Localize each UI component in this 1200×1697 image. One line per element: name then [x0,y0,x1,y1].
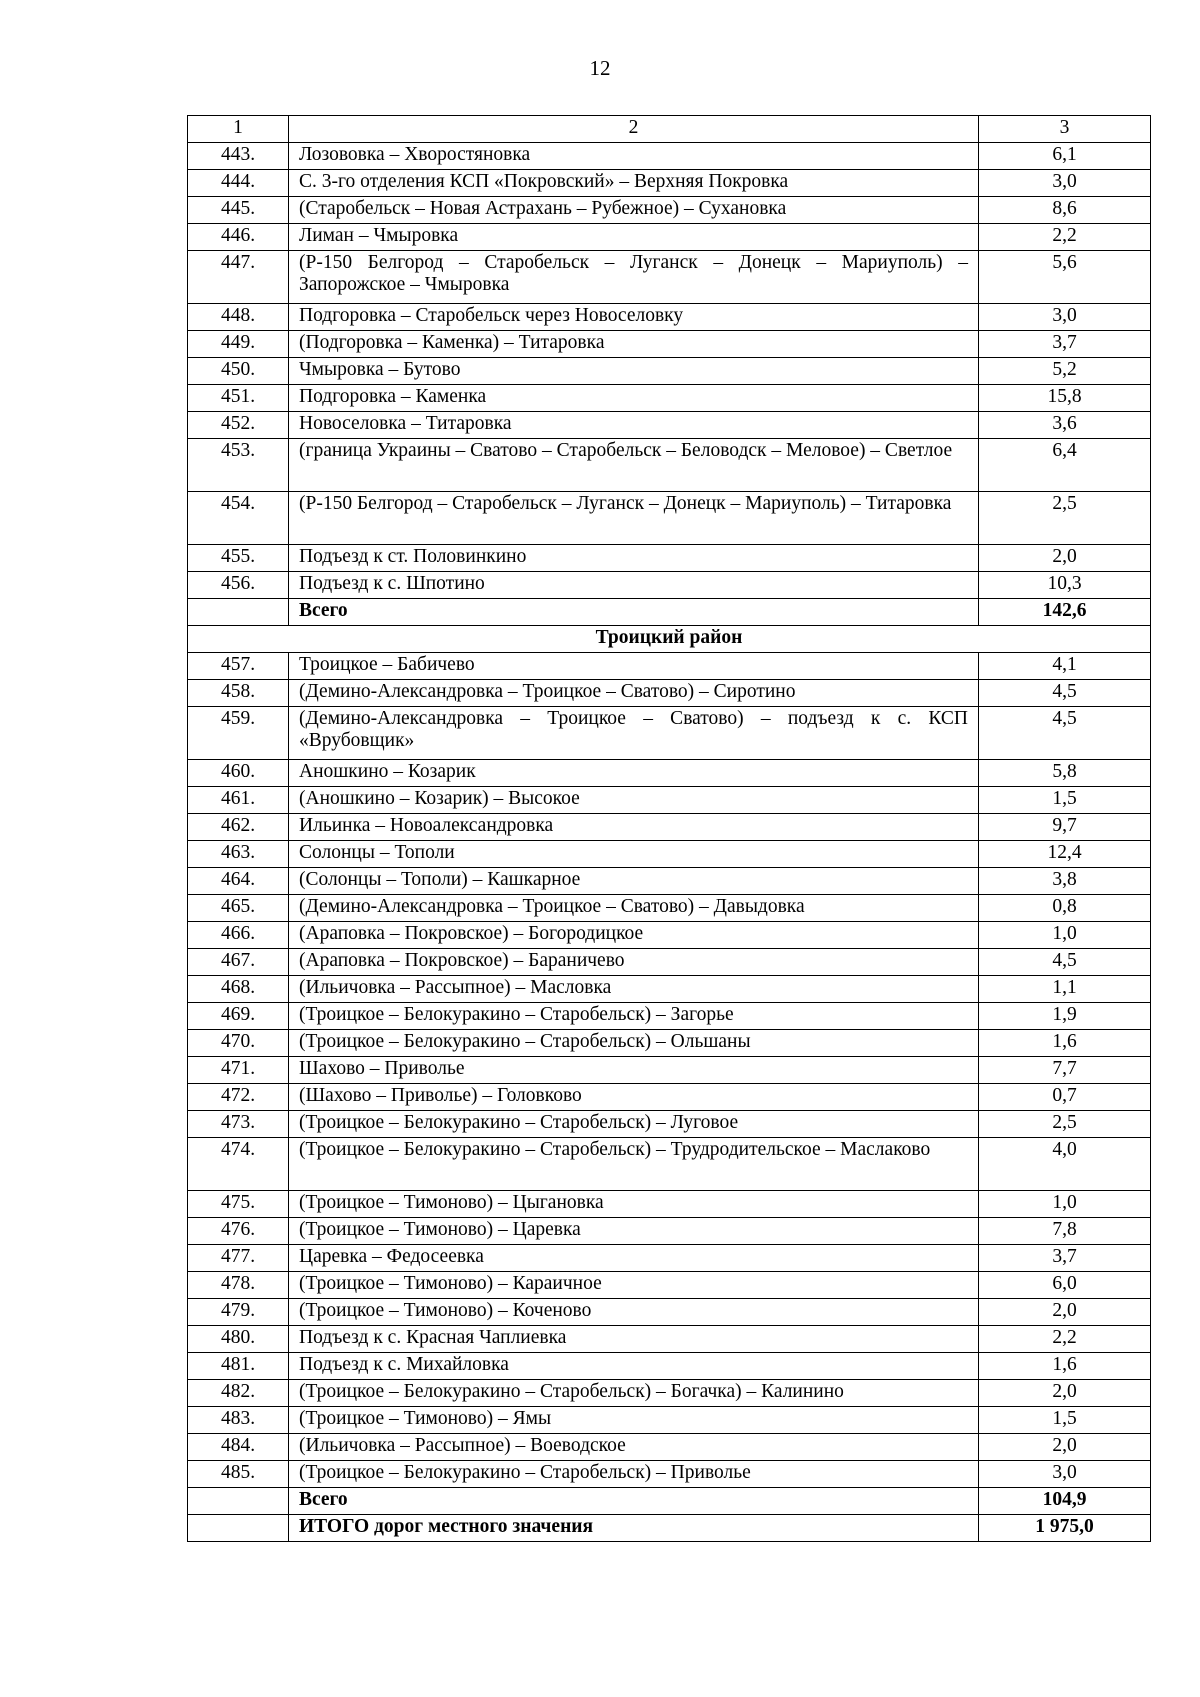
road-number: 468. [188,976,289,1003]
road-name: (Р-150 Белгород – Старобельск – Луганск – Донецк – Мариуполь) – Титаровка [289,492,979,545]
road-number: 480. [188,1326,289,1353]
total-empty-cell [188,1515,289,1542]
road-name: Ильинка – Новоалександровка [289,814,979,841]
road-length: 8,6 [979,197,1151,224]
road-length: 2,0 [979,1434,1151,1461]
road-number: 459. [188,707,289,760]
road-number: 467. [188,949,289,976]
road-length: 1,9 [979,1003,1151,1030]
road-length: 1,0 [979,1191,1151,1218]
road-length: 4,5 [979,680,1151,707]
total-empty-cell [188,599,289,626]
road-number: 445. [188,197,289,224]
table-row [188,1030,1151,1057]
table-row [188,895,1151,922]
road-name: (Троицкое – Белокуракино – Старобельск) – Трудродительское – Маслаково [289,1138,979,1191]
section-header-row [188,626,1151,653]
road-length: 3,8 [979,868,1151,895]
road-length: 12,4 [979,841,1151,868]
road-number: 481. [188,1353,289,1380]
table-row [188,1461,1151,1488]
table-row [188,1057,1151,1084]
road-length: 1,1 [979,976,1151,1003]
road-length: 2,5 [979,1111,1151,1138]
road-length: 1,6 [979,1353,1151,1380]
road-length: 4,0 [979,1138,1151,1191]
road-length: 5,6 [979,251,1151,304]
road-length: 3,0 [979,304,1151,331]
road-name: Солонцы – Тополи [289,841,979,868]
grand-total-row [188,1515,1151,1542]
table-row [188,680,1151,707]
table-row [188,1353,1151,1380]
table-header-row [188,116,1151,143]
road-number: 477. [188,1245,289,1272]
table-row [188,653,1151,680]
road-number: 479. [188,1299,289,1326]
table-row [188,868,1151,895]
road-name: (граница Украины – Сватово – Старобельск – Беловодск – Меловое) – Светлое [289,439,979,492]
road-length: 6,4 [979,439,1151,492]
road-name: (Троицкое – Белокуракино – Старобельск) – Приволье [289,1461,979,1488]
road-number: 470. [188,1030,289,1057]
road-number: 484. [188,1434,289,1461]
road-length: 4,1 [979,653,1151,680]
road-name: Аношкино – Козарик [289,760,979,787]
road-name: (Троицкое – Белокуракино – Старобельск) – Луговое [289,1111,979,1138]
road-length: 3,0 [979,1461,1151,1488]
road-name: (Троицкое – Тимоново) – Караичное [289,1272,979,1299]
road-name: (Ильичовка – Рассыпное) – Масловка [289,976,979,1003]
table-row [188,707,1151,760]
road-length: 6,1 [979,143,1151,170]
table-row [188,1138,1151,1191]
road-name: Лиман – Чмыровка [289,224,979,251]
road-name: (Аношкино – Козарик) – Высокое [289,787,979,814]
road-length: 9,7 [979,814,1151,841]
road-name: Подъезд к с. Михайловка [289,1353,979,1380]
road-length: 3,0 [979,170,1151,197]
road-length: 3,6 [979,412,1151,439]
road-name: (Демино-Александровка – Троицкое – Сватово) – Сиротино [289,680,979,707]
road-number: 475. [188,1191,289,1218]
road-number: 454. [188,492,289,545]
road-number: 455. [188,545,289,572]
road-number: 460. [188,760,289,787]
road-name: Троицкое – Бабичево [289,653,979,680]
table-row [188,1003,1151,1030]
table-row [188,492,1151,545]
table-row [188,1326,1151,1353]
road-number: 485. [188,1461,289,1488]
total-value: 104,9 [979,1488,1151,1515]
table-row [188,385,1151,412]
road-name: (Троицкое – Белокуракино – Старобельск) – Богачка) – Калинино [289,1380,979,1407]
table-row [188,1111,1151,1138]
road-name: (Троицкое – Тимоново) – Ямы [289,1407,979,1434]
road-length: 2,0 [979,545,1151,572]
road-number: 462. [188,814,289,841]
section-title: Троицкий район [188,626,1151,653]
total-label: Всего [289,599,979,626]
road-number: 463. [188,841,289,868]
road-number: 473. [188,1111,289,1138]
road-name: (Троицкое – Белокуракино – Старобельск) – Загорье [289,1003,979,1030]
table-row [188,439,1151,492]
total-value: 142,6 [979,599,1151,626]
road-number: 469. [188,1003,289,1030]
table-row [188,922,1151,949]
table-row [188,1084,1151,1111]
road-length: 2,0 [979,1380,1151,1407]
road-length: 1,6 [979,1030,1151,1057]
road-length: 5,2 [979,358,1151,385]
road-length: 4,5 [979,949,1151,976]
road-number: 461. [188,787,289,814]
table-row [188,224,1151,251]
road-number: 447. [188,251,289,304]
road-length: 7,8 [979,1218,1151,1245]
road-name: (Старобельск – Новая Астрахань – Рубежное) – Сухановка [289,197,979,224]
table-row [188,331,1151,358]
table-row [188,412,1151,439]
road-name: (Троицкое – Тимоново) – Цыгановка [289,1191,979,1218]
table-row [188,1245,1151,1272]
road-name: (Араповка – Покровское) – Богородицкое [289,922,979,949]
road-name: Подгоровка – Каменка [289,385,979,412]
road-length: 2,2 [979,1326,1151,1353]
road-number: 474. [188,1138,289,1191]
road-name: (Араповка – Покровское) – Бараничево [289,949,979,976]
road-length: 0,8 [979,895,1151,922]
road-name: (Р-150 Белгород – Старобельск – Луганск – Донецк – Мариуполь) – Запорожское – Чмыровка [289,251,979,304]
road-number: 451. [188,385,289,412]
header-col-length: 3 [979,116,1151,143]
subtotal-row [188,1488,1151,1515]
road-name: (Демино-Александровка – Троицкое – Сватово) – подъезд к с. КСП «Врубовщик» [289,707,979,760]
road-length: 6,0 [979,1272,1151,1299]
road-length: 0,7 [979,1084,1151,1111]
total-value: 1 975,0 [979,1515,1151,1542]
road-number: 458. [188,680,289,707]
table-row [188,760,1151,787]
road-number: 465. [188,895,289,922]
road-name: (Шахово – Приволье) – Головково [289,1084,979,1111]
road-number: 483. [188,1407,289,1434]
table-row [188,787,1151,814]
table-row [188,949,1151,976]
road-name: Подъезд к ст. Половинкино [289,545,979,572]
road-name: (Ильичовка – Рассыпное) – Воеводское [289,1434,979,1461]
road-length: 2,5 [979,492,1151,545]
total-empty-cell [188,1488,289,1515]
road-name: (Троицкое – Белокуракино – Старобельск) – Ольшаны [289,1030,979,1057]
road-length: 4,5 [979,707,1151,760]
road-length: 7,7 [979,1057,1151,1084]
header-col-number: 1 [188,116,289,143]
subtotal-row [188,599,1151,626]
road-length: 3,7 [979,331,1151,358]
header-col-name: 2 [289,116,979,143]
road-length: 15,8 [979,385,1151,412]
table-row [188,1272,1151,1299]
table-row [188,304,1151,331]
roads-table [187,115,1151,1542]
road-number: 457. [188,653,289,680]
table-row [188,1380,1151,1407]
table-row [188,572,1151,599]
road-name: С. 3-го отделения КСП «Покровский» – Верхняя Покровка [289,170,979,197]
road-name: (Демино-Александровка – Троицкое – Сватово) – Давыдовка [289,895,979,922]
road-name: Чмыровка – Бутово [289,358,979,385]
road-name: (Троицкое – Тимоново) – Коченово [289,1299,979,1326]
table-row [188,197,1151,224]
road-name: (Подгоровка – Каменка) – Титаровка [289,331,979,358]
road-name: Шахово – Приволье [289,1057,979,1084]
table-row [188,143,1151,170]
road-length: 1,5 [979,787,1151,814]
road-number: 464. [188,868,289,895]
road-number: 448. [188,304,289,331]
road-number: 450. [188,358,289,385]
table-row [188,358,1151,385]
table-row [188,841,1151,868]
road-number: 453. [188,439,289,492]
road-name: Подъезд к с. Красная Чаплиевка [289,1326,979,1353]
total-label: Всего [289,1488,979,1515]
road-name: Царевка – Федосеевка [289,1245,979,1272]
road-length: 2,2 [979,224,1151,251]
table-row [188,545,1151,572]
road-number: 444. [188,170,289,197]
road-name: (Троицкое – Тимоново) – Царевка [289,1218,979,1245]
road-number: 478. [188,1272,289,1299]
road-name: Лозововка – Хворостяновка [289,143,979,170]
table-row [188,814,1151,841]
road-length: 2,0 [979,1299,1151,1326]
road-number: 472. [188,1084,289,1111]
road-number: 449. [188,331,289,358]
table-row [188,1434,1151,1461]
road-number: 471. [188,1057,289,1084]
table-row [188,1191,1151,1218]
road-number: 456. [188,572,289,599]
table-row [188,1407,1151,1434]
road-number: 446. [188,224,289,251]
table-row [188,170,1151,197]
table-row [188,251,1151,304]
road-length: 5,8 [979,760,1151,787]
road-number: 476. [188,1218,289,1245]
total-label: ИТОГО дорог местного значения [289,1515,979,1542]
road-length: 3,7 [979,1245,1151,1272]
road-number: 452. [188,412,289,439]
road-number: 482. [188,1380,289,1407]
table-row [188,976,1151,1003]
table-row [188,1218,1151,1245]
table-row [188,1299,1151,1326]
road-number: 443. [188,143,289,170]
road-length: 1,0 [979,922,1151,949]
road-name: Новоселовка – Титаровка [289,412,979,439]
road-number: 466. [188,922,289,949]
road-length: 1,5 [979,1407,1151,1434]
road-length: 10,3 [979,572,1151,599]
road-name: Подгоровка – Старобельск через Новоселовку [289,304,979,331]
road-name: (Солонцы – Тополи) – Кашкарное [289,868,979,895]
page-number: 12 [589,56,611,80]
road-name: Подъезд к с. Шпотино [289,572,979,599]
